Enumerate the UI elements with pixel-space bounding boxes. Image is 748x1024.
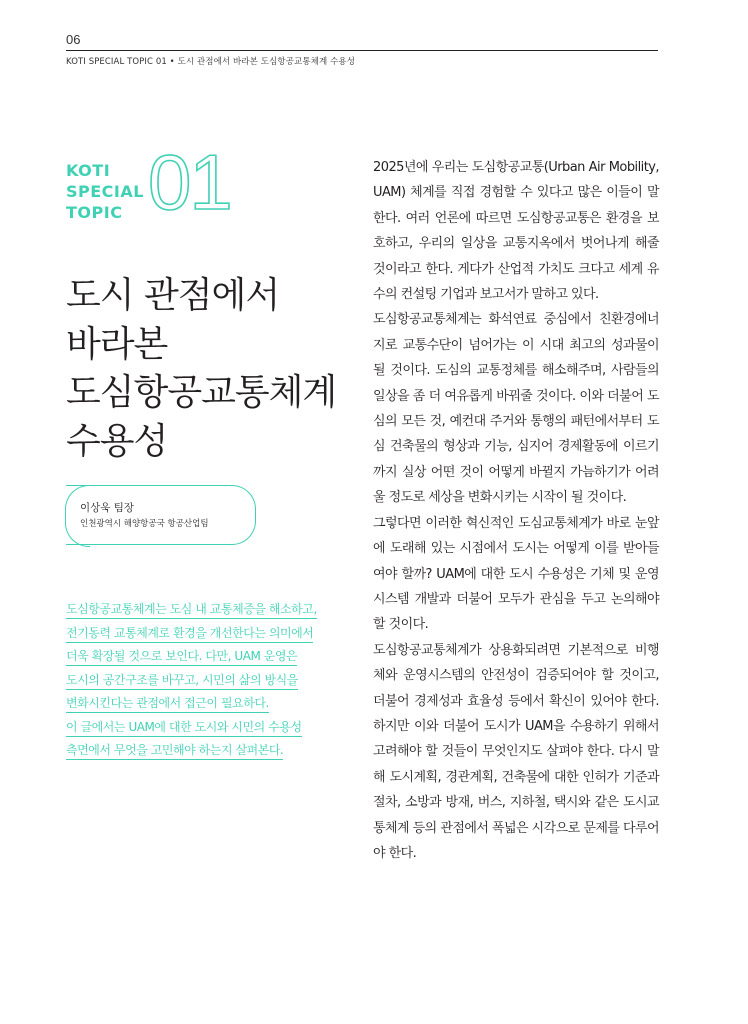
title-line: 도시 관점에서 [66, 275, 280, 316]
body-paragraph: 2025년에 우리는 도심항공교통(Urban Air Mobility, UAM) 체계를 직접 경험할 수 있다고 많은 이들이 말한다. 여러 언론에 따르면 도심항공교통은 환경을 보호하고, 우리의 일상을 교통지옥에서 벗어나게 해줄 것이라고 한다. 게다가 산업적 가치도 크다고 세계 유수의 컨설팅 기업과 보고서가 말하고 있다. [373, 160, 659, 303]
author-name: 이상욱 팀장 [80, 502, 135, 514]
abstract [66, 598, 346, 763]
topic-label-line: SPECIAL [66, 182, 144, 201]
title-line: 바라본 [66, 323, 168, 365]
abstract-line: 이 글에서는 UAM에 대한 도시와 시민의 수용성 [66, 716, 346, 740]
abstract-line: 변화시킨다는 관점에서 접근이 필요하다. [66, 692, 346, 716]
running-header: KOTI SPECIAL TOPIC 01 • 도시 관점에서 바라본 도심항공교통체계 수용성 [66, 57, 356, 67]
topic-label-line: KOTI [66, 161, 111, 180]
abstract-line: 더욱 확장될 것으로 보인다. 다만, UAM 운영은 [66, 645, 346, 669]
body-text [373, 155, 659, 866]
abstract-line: 도심항공교통체계는 도심 내 교통체증을 해소하고, [66, 598, 346, 622]
article-title [66, 272, 366, 466]
topic-number: 01 [148, 138, 231, 226]
body-paragraph: 그렇다면 이러한 혁신적인 도심교통체계가 바로 눈앞에 도래해 있는 시점에서 도시는 어떻게 이를 받아들여야 할까? UAM에 대한 도시 수용성은 기체 및 운영시스템 개발과 더불어 모두가 관심을 두고 논의해야 할 것이다. [373, 515, 659, 633]
topic-label-line: TOPIC [66, 203, 123, 222]
author-affiliation: 인천광역시 해양항공국 항공산업팀 [80, 519, 209, 529]
topic-label [66, 160, 156, 223]
page-number: 06 [66, 32, 81, 47]
abstract-line: 도시의 공간구조를 바꾸고, 시민의 삶의 방식을 [66, 669, 346, 693]
header-divider [66, 50, 658, 51]
author-box [66, 485, 256, 545]
abstract-line: 측면에서 무엇을 고민해야 하는지 살펴본다. [66, 739, 346, 763]
body-paragraph: 도심항공교통체계는 화석연료 중심에서 친환경에너지로 교통수단이 넘어가는 이 시대 최고의 성과물이 될 것이다. 도심의 교통정체를 해소해주며, 사람들의 일상을 좀 더 여유롭게 바꿔줄 것이다. 이와 더불어 도심의 모든 것, 예컨대 주거와 통행의 패턴에서부터 도심 건축물의 형상과 기능, 심지어 경제활동에 이르기까지 실상 어떤 것이 어떻게 바뀔지 가늠하기가 어려울 정도로 세상을 변화시키는 시작이 될 것이다. [373, 312, 659, 506]
body-paragraph: 도심항공교통체계가 상용화되려면 기본적으로 비행체와 운영시스템의 안전성이 검증되어야 할 것이고, 더불어 경제성과 효율성 등에서 확신이 있어야 한다. 하지만 이와 더불어 도시가 UAM을 수용하기 위해서 고려해야 할 것들이 무엇인지도 살펴야 한다. 다시 말해 도시계획, 경관계획, 건축물에 대한 인허가 기준과 절차, 소방과 방재, 버스, 지하철, 택시와 같은 도시교통체계 등의 관점에서 폭넓은 시각으로 문제를 다루어야 한다. [373, 642, 659, 861]
title-line: 수용성 [66, 420, 168, 462]
title-line: 도심항공교통체계 [66, 372, 337, 413]
abstract-line: 전기동력 교통체계로 환경을 개선한다는 의미에서 [66, 622, 346, 646]
